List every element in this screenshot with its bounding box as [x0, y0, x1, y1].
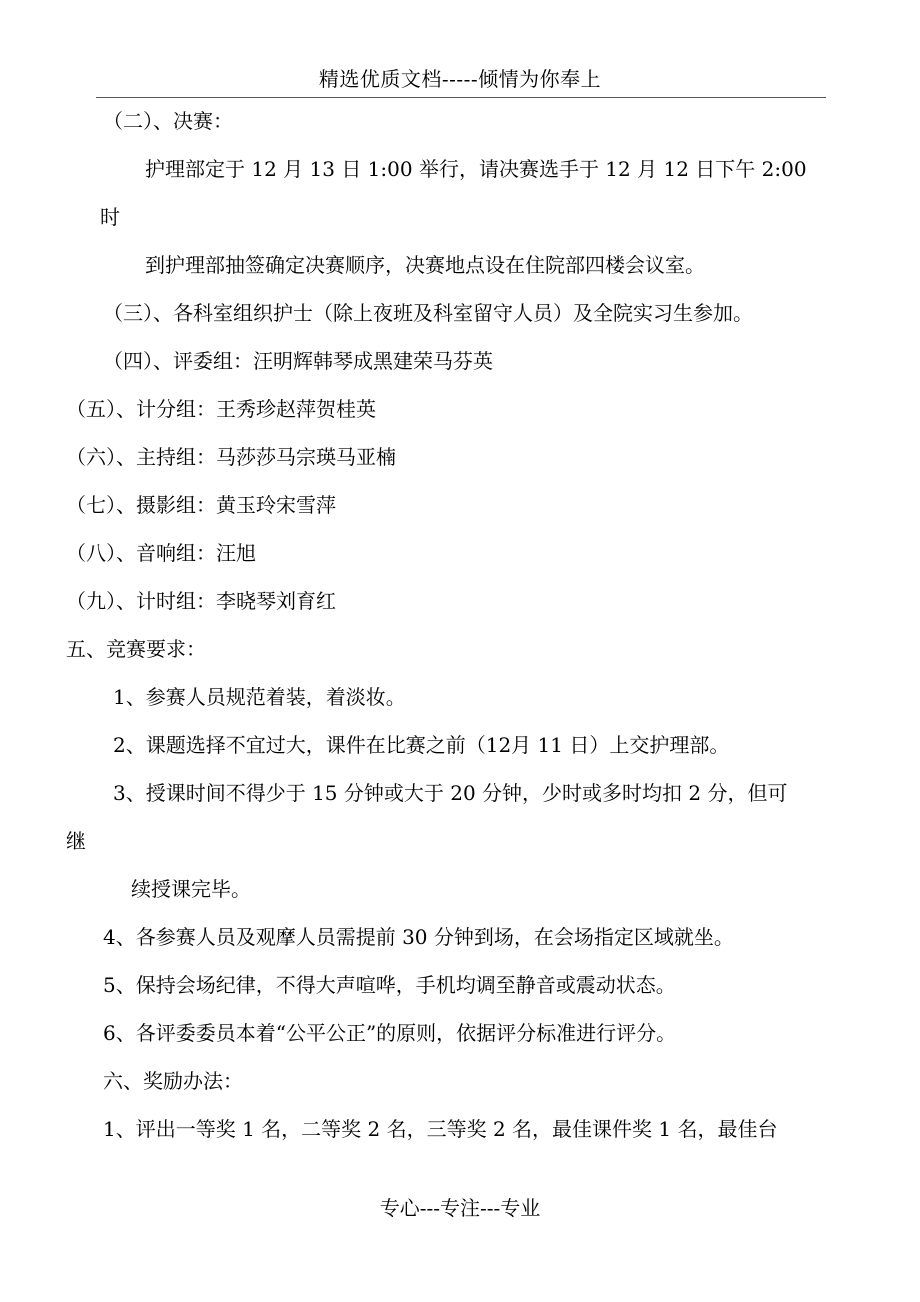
header-divider — [96, 97, 826, 98]
section-judges: （四）、评委组：汪明辉韩琴成黑建荣马芬英 — [103, 349, 493, 373]
requirement-item-3-continued: 继 — [66, 829, 86, 853]
paragraph-draw-order: 到护理部抽签确定决赛顺序，决赛地点设在住院部四楼会议室。 — [145, 253, 705, 277]
section-hosts: （六）、主持组：马莎莎马宗瑛马亚楠 — [66, 445, 396, 469]
section-scoring: （五）、计分组：王秀珍赵萍贺桂英 — [66, 397, 376, 421]
paragraph-final-schedule-continued: 时 — [100, 205, 120, 229]
requirement-item-1: 1、参赛人员规范着装，着淡妆。 — [113, 685, 406, 709]
section-audio: （八）、音响组：汪旭 — [66, 541, 256, 565]
requirement-item-6: 6、各评委委员本着“公平公正”的原则，依据评分标准进行评分。 — [103, 1021, 677, 1045]
section-photography: （七）、摄影组：黄玉玲宋雪萍 — [66, 493, 336, 517]
section-timing: （九）、计时组：李晓琴刘育红 — [66, 589, 336, 613]
paragraph-final-schedule: 护理部定于 12 月 13 日 1:00 举行，请决赛选手于 12 月 12 日下午 2:00 — [145, 157, 807, 181]
requirement-item-2: 2、课题选择不宜过大，课件在比赛之前（12月 11 日）上交护理部。 — [113, 733, 730, 757]
requirement-item-3: 3、授课时间不得少于 15 分钟或大于 20 分钟，少时或多时均扣 2 分，但可 — [113, 781, 788, 805]
requirement-item-3-end: 续授课完毕。 — [131, 877, 251, 901]
page-header: 精选优质文档-----倾情为你奉上 — [318, 67, 602, 91]
section-final-heading: （二）、决赛： — [103, 109, 233, 133]
section-participants: （三）、各科室组织护士（除上夜班及科室留守人员）及全院实习生参加。 — [103, 301, 753, 325]
page-footer: 专心---专注---专业 — [379, 1196, 541, 1220]
requirement-item-4: 4、各参赛人员及观摩人员需提前 30 分钟到场，在会场指定区域就坐。 — [103, 925, 734, 949]
section-requirements-heading: 五、竞赛要求： — [66, 637, 206, 661]
requirement-item-5: 5、保持会场纪律，不得大声喧哗，手机均调至静音或震动状态。 — [103, 973, 676, 997]
award-item-1: 1、评出一等奖 1 名，二等奖 2 名，三等奖 2 名，最佳课件奖 1 名，最佳台 — [103, 1117, 778, 1141]
section-awards-heading: 六、奖励办法： — [103, 1069, 243, 1093]
